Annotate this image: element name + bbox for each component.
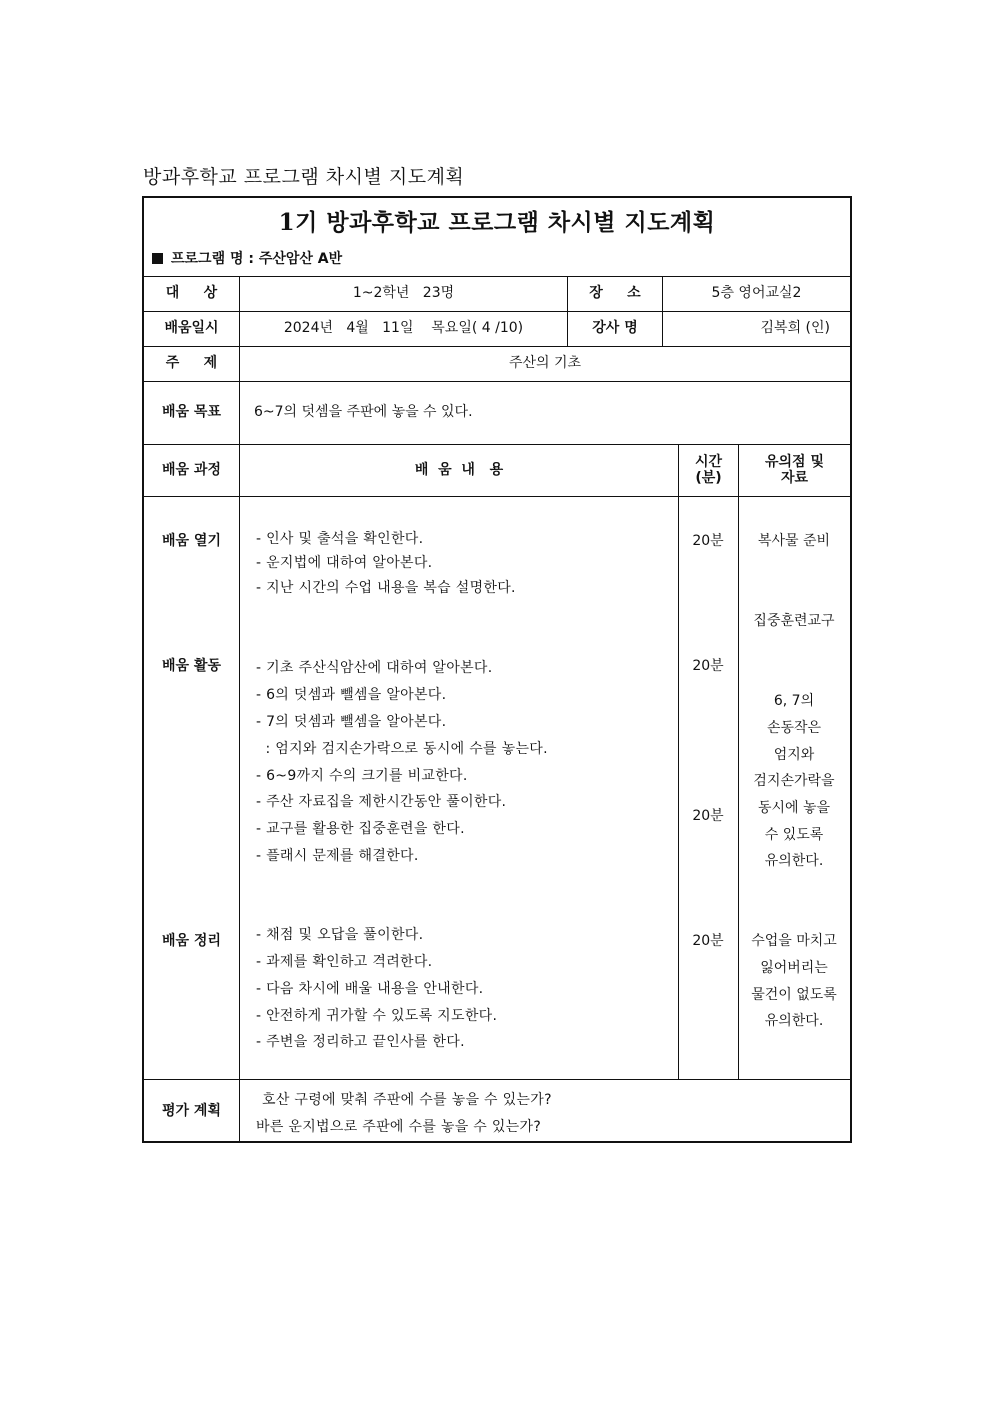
content-line: - 운지법에 대하여 알아본다.	[256, 555, 433, 571]
content-line: - 안전하게 귀가할 수 있도록 지도한다.	[256, 1008, 498, 1024]
place-label: 장 소	[589, 284, 641, 301]
date-label: 배움일시	[164, 320, 219, 337]
column-divider	[239, 276, 240, 1143]
content-line: - 주산 자료집을 제한시간동안 풀이한다.	[256, 794, 507, 810]
table-header	[144, 198, 850, 277]
note-belongings: 수업을 마치고	[751, 933, 837, 949]
time-opening: 20분	[692, 533, 724, 549]
content-line: - 기초 주산식암산에 대하여 알아본다.	[256, 660, 493, 676]
note-belongings: 유의한다.	[764, 1013, 824, 1029]
document-caption: 방과후학교 프로그램 차시별 지도계획	[143, 166, 465, 188]
content-line: - 채점 및 오답을 풀이한다.	[256, 927, 424, 943]
date-value: 2024년 4월 11일 목요일( 4 /10)	[283, 320, 524, 337]
content-line: - 6의 덧셈과 뺄셈을 알아본다.	[256, 687, 447, 703]
evaluation-line: 바른 운지법으로 주판에 수를 놓을 수 있는가?	[256, 1119, 542, 1135]
notes-header: 유의점 및 자료	[765, 454, 824, 486]
note-hand-motion: 손동작은	[766, 720, 822, 736]
row-divider	[144, 496, 850, 497]
note-training-tools: 집중훈련교구	[753, 613, 835, 629]
content-line: - 과제를 확인하고 격려한다.	[256, 954, 433, 970]
content-line: - 7의 덧셈과 뺄셈을 알아본다.	[256, 714, 447, 730]
program-name-text: 프로그램 명 : 주산암산 A반	[171, 251, 343, 267]
content-line: - 다음 차시에 배울 내용을 안내한다.	[256, 981, 484, 997]
evaluation-label: 평가 계획	[162, 1102, 221, 1119]
content-line: - 주변을 정리하고 끝인사를 한다.	[256, 1034, 465, 1050]
phase-opening: 배움 열기	[162, 533, 221, 549]
topic-value: 주산의 기초	[508, 355, 582, 372]
time-activity-1: 20분	[692, 658, 724, 674]
goal-label: 배움 목표	[162, 404, 221, 421]
teacher-value: 김복희 (인)	[760, 320, 830, 337]
note-copies: 복사물 준비	[757, 533, 831, 549]
goal-value: 6~7의 덧셈을 주판에 놓을 수 있다.	[254, 404, 473, 421]
note-belongings: 물건이 없도록	[751, 987, 837, 1003]
evaluation-line: 호산 구령에 맞춰 주판에 수를 놓을 수 있는가?	[262, 1092, 552, 1108]
topic-label: 주 제	[165, 355, 218, 372]
content-header: 배 움 내 용	[414, 461, 504, 478]
note-hand-motion: 수 있도록	[764, 827, 824, 843]
note-hand-motion: 검지손가락을	[753, 773, 835, 789]
teacher-label: 강사 명	[592, 320, 638, 337]
lesson-plan-table	[142, 196, 852, 1143]
note-hand-motion: 동시에 놓을	[757, 800, 831, 816]
content-line: - 교구를 활용한 집중훈련을 한다.	[256, 821, 465, 837]
plan-title: 1기 방과후학교 프로그램 차시별 지도계획	[278, 209, 716, 236]
phase-activity: 배움 활동	[162, 658, 221, 674]
square-bullet-icon	[152, 253, 163, 264]
place-value: 5층 영어교실2	[711, 284, 802, 301]
content-line: : 엄지와 검지손가락으로 동시에 수를 놓는다.	[256, 741, 548, 757]
note-hand-motion: 6, 7의	[773, 693, 815, 709]
program-name	[152, 248, 342, 268]
process-header: 배움 과정	[162, 461, 221, 478]
content-line: - 지난 시간의 수업 내용을 복습 설명한다.	[256, 580, 516, 596]
content-line: - 6~9까지 수의 크기를 비교한다.	[256, 768, 468, 784]
note-hand-motion: 유의한다.	[764, 853, 824, 869]
target-label: 대 상	[165, 284, 218, 301]
phase-closing: 배움 정리	[162, 933, 221, 949]
time-header: 시간 (분)	[694, 454, 723, 486]
content-line: - 인사 및 출석을 확인한다.	[256, 531, 424, 547]
time-closing: 20분	[692, 933, 724, 949]
note-belongings: 잃어버리는	[760, 960, 828, 976]
row-divider	[144, 1079, 850, 1080]
time-activity-2: 20분	[692, 808, 724, 824]
content-line: - 플래시 문제를 해결한다.	[256, 848, 419, 864]
target-value: 1~2학년 23명	[352, 284, 455, 301]
note-hand-motion: 엄지와	[773, 747, 815, 763]
